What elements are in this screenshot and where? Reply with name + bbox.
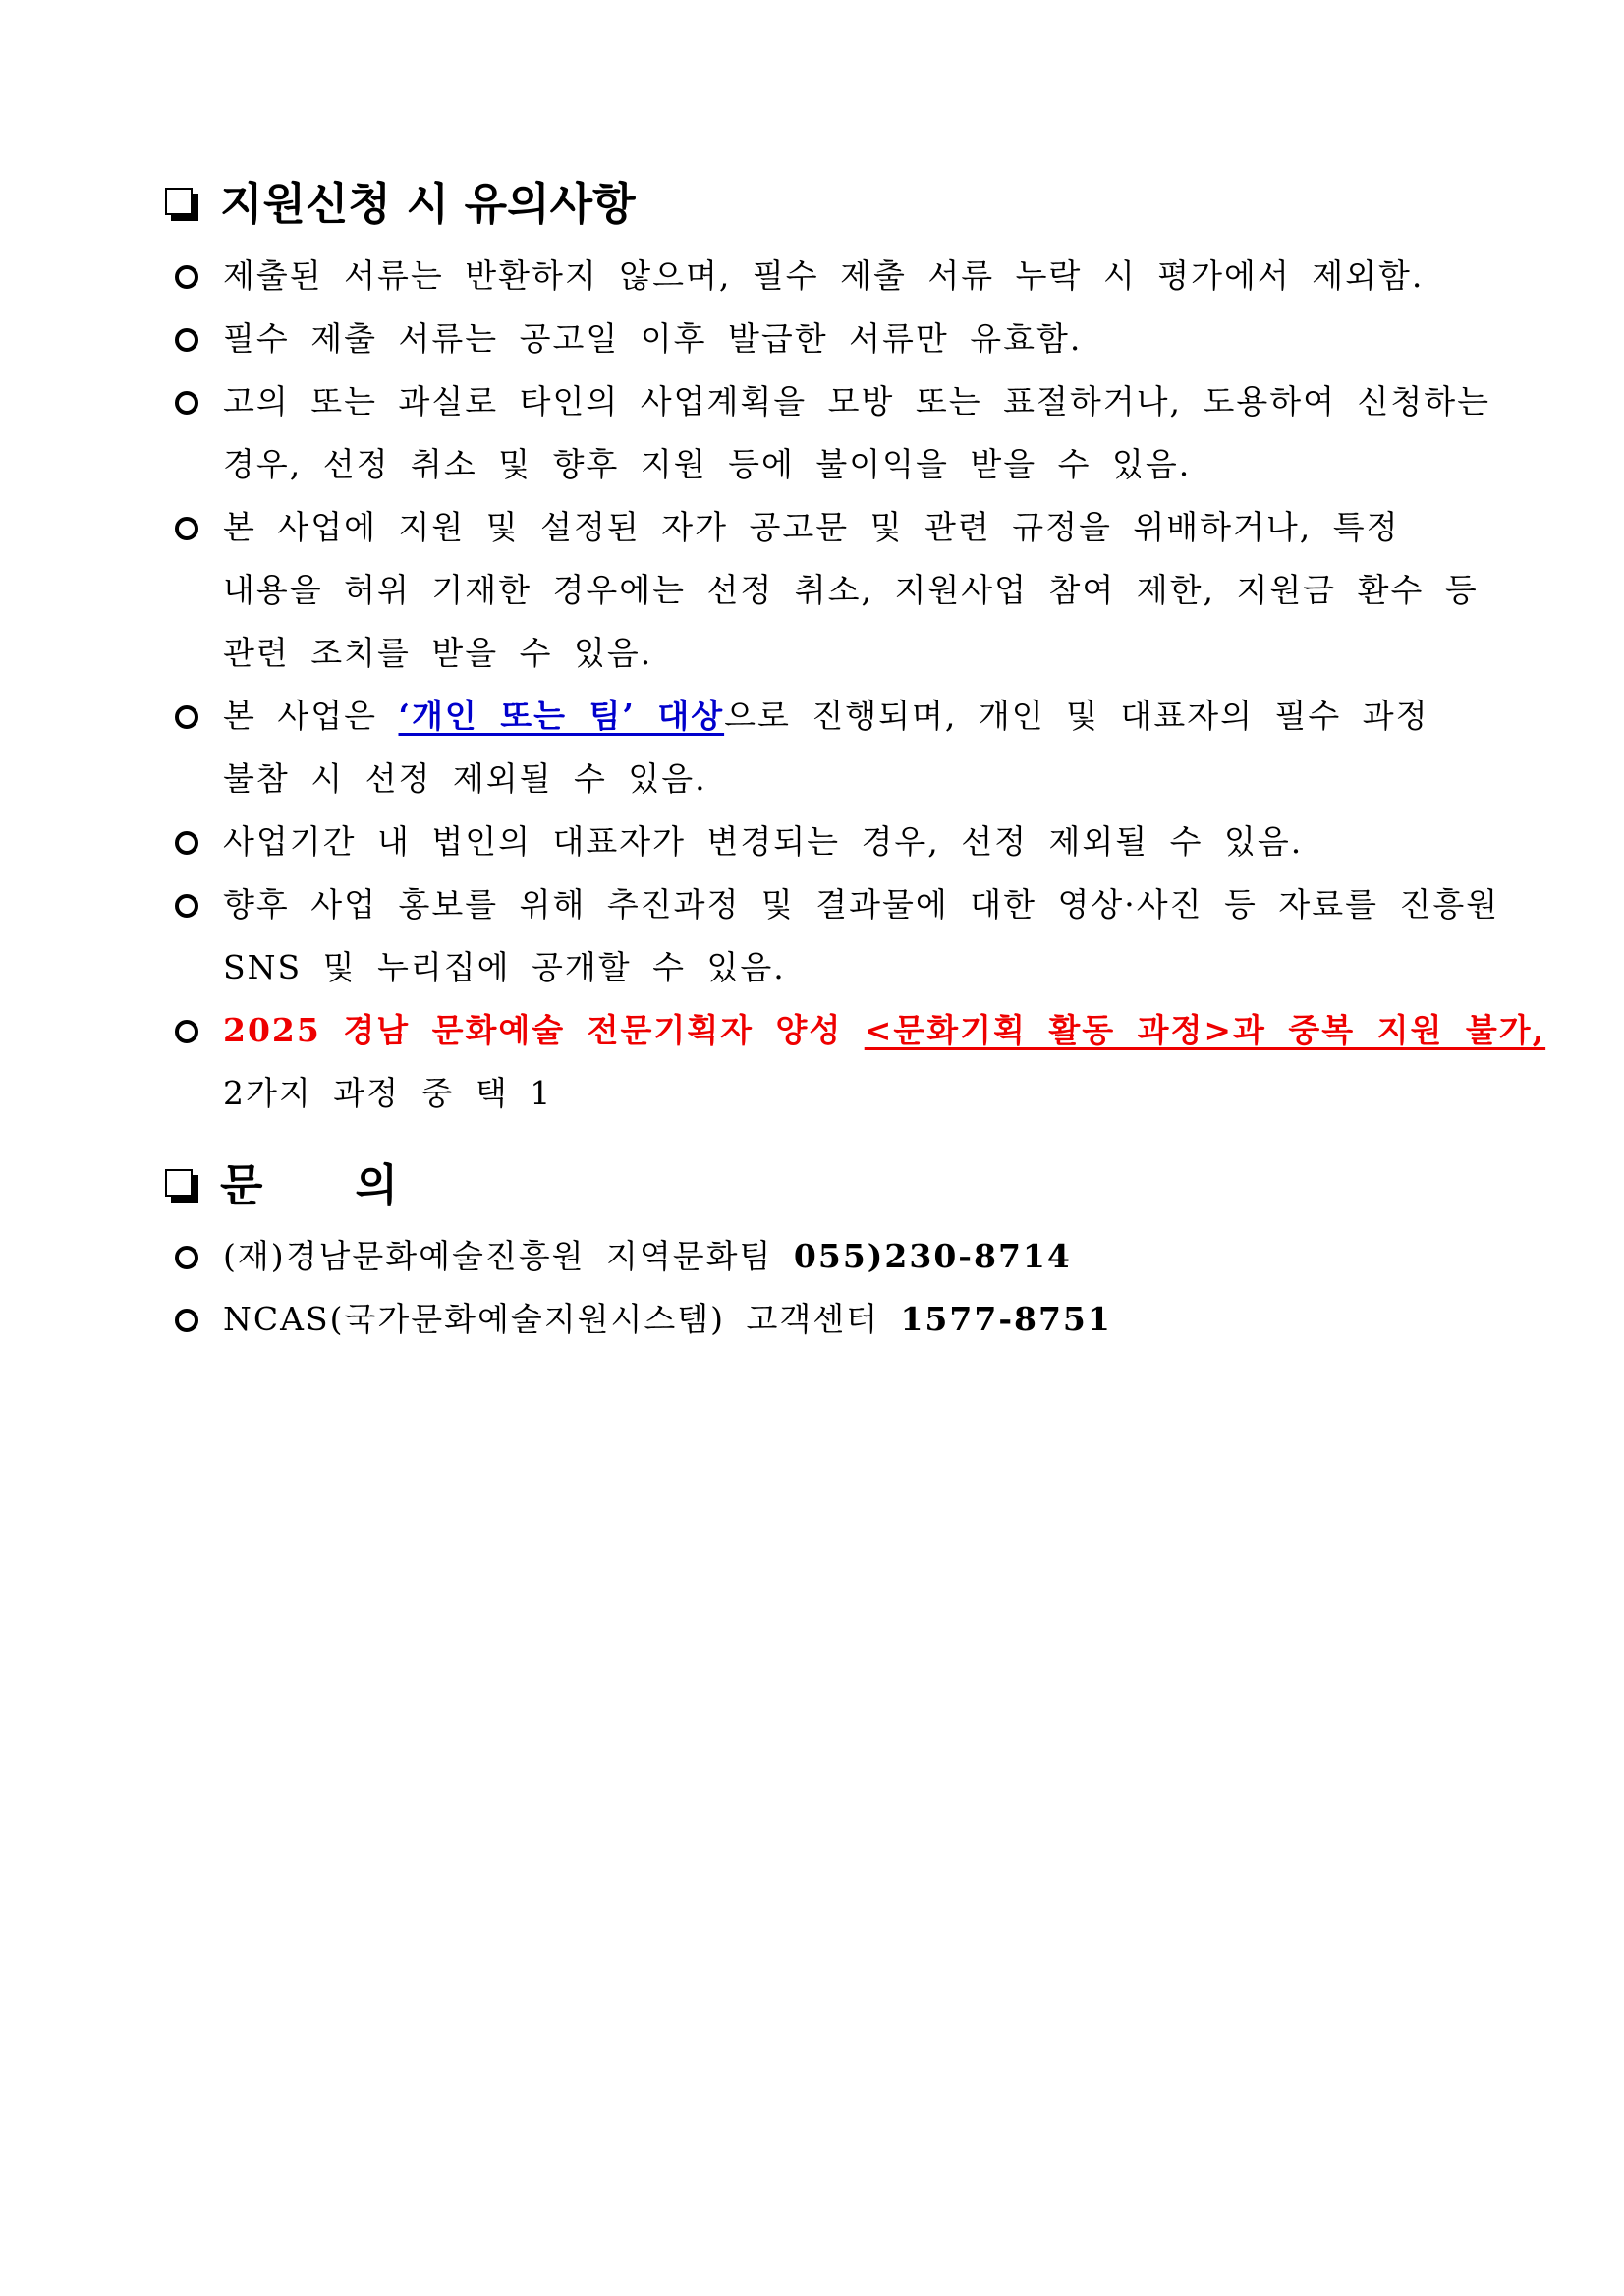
notice-item-1 [175,245,1491,308]
notice-item-text: 2가지 과정 중 택 1 [223,1074,553,1112]
notice-item-5 [175,685,1491,811]
notice-item-text: 내용을 허위 기재한 경우에는 선정 취소, 지원사업 참여 제한, 지원금 환수 등 [223,571,1479,609]
notice-item-text: 사업기간 내 법인의 대표자가 변경되는 경우, 선정 제외될 수 있음. [223,822,1304,861]
hollow-circle-bullet-icon [175,1020,198,1043]
contact-item-2 [175,1288,1491,1351]
notice-item-3 [175,370,1491,496]
notice-item-2 [175,308,1491,370]
contact-label: (재)경남문화예술진흥원 지역문화팀 [223,1237,794,1275]
hollow-circle-bullet-icon [175,831,198,855]
notice-item-text [223,685,1491,748]
notice-item-text: 본 사업에 지원 및 설정된 자가 공고문 및 관련 규정을 위배하거나, 특정 [223,508,1400,546]
duplicate-warning-text: 2025 경남 문화예술 전문기획자 양성 [223,1011,865,1049]
contact-section-title: 문 의 [220,1159,398,1211]
contact-phone: 055)230-8714 [793,1237,1072,1275]
contact-item-text [223,1288,1491,1351]
notice-item-6 [175,811,1491,873]
hollow-circle-bullet-icon [175,894,198,918]
hollow-circle-bullet-icon [175,265,198,289]
contact-phone: 1577-8751 [900,1300,1112,1338]
target-highlight: ‘개인 또는 팀’ 대상 [398,697,725,735]
hollow-circle-bullet-icon [175,391,198,415]
shadowed-square-icon [165,1169,198,1203]
notice-list [175,245,1546,1125]
contact-item-text [223,1225,1491,1288]
notice-section-heading [165,175,636,234]
notice-item-text: 필수 제출 서류는 공고일 이후 발급한 서류만 유효함. [223,319,1083,358]
notice-item-text: 관련 조치를 받을 수 있음. [223,634,653,672]
notice-item-text-part: 으로 진행되며, 개인 및 대표자의 필수 과정 [724,697,1429,735]
hollow-circle-bullet-icon [175,517,198,540]
hollow-circle-bullet-icon [175,705,198,729]
notice-item-text: 제출된 서류는 반환하지 않으며, 필수 제출 서류 누락 시 평가에서 제외함. [223,256,1425,295]
notice-item-text: 불참 시 선정 제외될 수 있음. [223,759,707,798]
contact-section-heading [165,1156,398,1215]
notice-item-4 [175,496,1491,685]
notice-item-7 [175,873,1500,999]
shadowed-square-icon [165,188,198,221]
hollow-circle-bullet-icon [175,1309,198,1332]
hollow-circle-bullet-icon [175,1246,198,1269]
notice-item-text-part: 본 사업은 [223,697,399,735]
contact-label: NCAS(국가문화예술지원시스템) 고객센터 [223,1300,901,1338]
hollow-circle-bullet-icon [175,328,198,352]
notice-item-text: 고의 또는 과실로 타인의 사업계획을 모방 또는 표절하거나, 도용하여 신청하는 [223,382,1490,420]
contact-item-1 [175,1225,1491,1288]
notice-item-text: SNS 및 누리집에 공개할 수 있음. [223,948,786,986]
notice-item-text: 경우, 선정 취소 및 향후 지원 등에 불이익을 받을 수 있음. [223,445,1192,483]
contact-list [175,1225,1491,1351]
notice-item-text [223,999,1546,1062]
notice-section-title: 지원신청 시 유의사항 [220,178,636,230]
notice-item-8 [175,999,1546,1125]
notice-item-text: 향후 사업 홍보를 위해 추진과정 및 결과물에 대한 영상·사진 등 자료를 진흥원 [223,885,1500,924]
duplicate-warning-underlined: <문화기획 활동 과정>과 중복 지원 불가, [864,1011,1546,1049]
